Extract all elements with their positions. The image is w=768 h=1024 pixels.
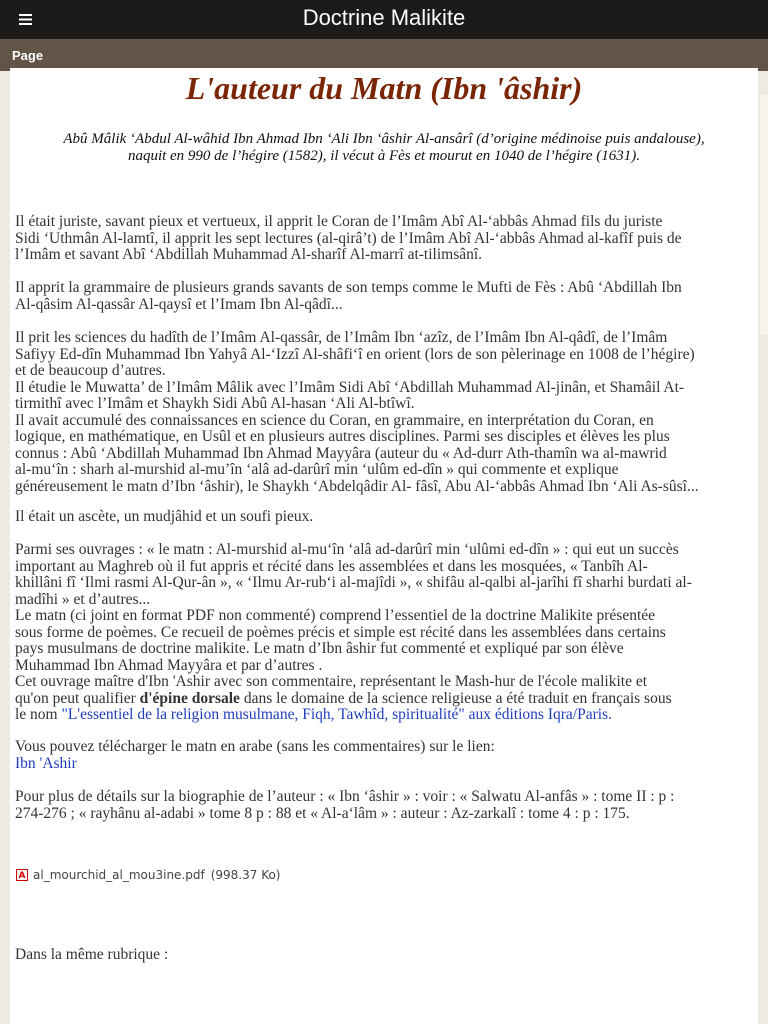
text-line: logique, en mathématique, en Usûl et en plusieurs autres disciplines. Parmi ses disciples et élèves les plus bbox=[15, 428, 670, 445]
text-line: pays musulmans de doctrine malikite. Le matn d’Ibn âshir fut commenté et expliqué par son élève bbox=[15, 640, 624, 657]
text-line: sous forme de poèmes. Ce recueil de poèmes précis et simple est récité dans les assemblées dans certains bbox=[15, 623, 666, 641]
text-line: Il était un ascète, un mudjâhid et un soufi pieux. bbox=[15, 508, 314, 525]
paragraph-4 bbox=[15, 509, 757, 526]
app-title: Doctrine Malikite bbox=[302, 5, 466, 30]
text-line: Cet ouvrage maître d'Ibn 'Ashir avec son commentaire, représentant le Mash-hur de l'école malikite et bbox=[15, 673, 648, 690]
sub-toolbar bbox=[0, 39, 768, 71]
text-line bbox=[15, 691, 757, 708]
text-line: Il étudie le Muwatta’ de l’Imâm Mâlik avec l’Imâm Sidi Abî ‘Abdillah Muhammad Al-jinân, et Shamâil At- bbox=[15, 378, 685, 396]
text-line: Sidi ‘Uthmân Al-lamtî, il apprit les sept lectures (al-qirâ’t) de l’Imâm Abî Al-‘abbâs Ahmad al-kafîf puis de bbox=[15, 229, 682, 247]
top-app-bar bbox=[0, 0, 768, 39]
attachment-size: (998.37 Ko) bbox=[210, 868, 281, 882]
bold-phrase: d'épine dorsale bbox=[139, 689, 240, 707]
paragraph-7 bbox=[15, 789, 757, 822]
article-content bbox=[10, 68, 758, 1024]
text-line: généreusement le matn d’Ibn ‘âshir), le Shaykh ‘Abdelqâdir Al- fâsî, Abu Al-‘abbâs Ahmad Ibn ‘Ali As-sûsî... bbox=[15, 477, 699, 495]
text-line: madîhi » et d’autres... bbox=[15, 590, 151, 608]
attachment-link[interactable]: al_mourchid_al_mou3ine.pdf bbox=[33, 868, 205, 882]
paragraph-2 bbox=[15, 280, 757, 313]
text-line: Le matn (ci joint en format PDF non commenté) comprend l’essentiel de la doctrine Malikite présentée bbox=[15, 607, 656, 624]
text-line: important au Maghreb où il fut appris et récité dans les assemblées et dans les mosquées, « Tanbîh Al- bbox=[15, 557, 648, 575]
text-line: 274-276 ; « rayhânu al-adabi » tome 8 p : 88 et « Al-a‘lâm » : auteur : Az-zarkalî : tome 4 : p : 175. bbox=[15, 804, 630, 822]
text-line: Il apprit la grammaire de plusieurs grands savants de son temps comme le Mufti de Fès : Abû ‘Abdillah Ibn bbox=[15, 279, 682, 296]
text-line: l’Imâm et savant Abî ‘Abdillah Muhammad Al-sharîf Al-marrî at-tilimsânî. bbox=[15, 246, 483, 263]
text-line: Muhammad Ibn Ahmad Mayyâra et par d’autres . bbox=[15, 656, 323, 674]
ibn-ashir-link[interactable]: Ibn 'Ashir bbox=[15, 754, 77, 772]
text-line: Al-qâsim Al-qassâr Al-qaysî et l’Imam Ibn Al-qâdî... bbox=[15, 295, 343, 313]
text-line bbox=[15, 707, 757, 724]
text-fragment: le nom bbox=[15, 706, 62, 723]
text-line: Vous pouvez télécharger le matn en arabe (sans les commentaires) sur le lien: bbox=[15, 738, 495, 755]
rubrique-heading: Dans la même rubrique : bbox=[15, 946, 169, 963]
text-line: al-mu‘în : sharh al-murshid al-mu’în ‘alâ ad-darûrî min ‘ulûm ed-dîn » qui commente et explique bbox=[15, 461, 619, 478]
right-sidebar-strip bbox=[760, 95, 768, 335]
text-fragment: dans le domaine de la science religieuse a été traduit en français sous bbox=[239, 689, 672, 707]
page-tab[interactable]: Page bbox=[12, 48, 44, 63]
attachment-row bbox=[16, 868, 280, 882]
article-intro bbox=[24, 131, 744, 164]
text-line: et de beaucoup d’autres. bbox=[15, 362, 166, 379]
text-line: Safiyy Ed-dîn Muhammad Ibn Yahyâ Al-‘Izzî Al-shâfi‘î en orient (lors de son pèlerinage en 1008 de l’hégire) bbox=[15, 345, 695, 363]
paragraph-6 bbox=[15, 739, 757, 772]
text-line: Parmi ses ouvrages : « le matn : Al-murshid al-mu‘în ‘alâ ad-darûrî min ‘ulûmi ed-dîn » : qui eut un succès bbox=[15, 541, 679, 558]
paragraph-5 bbox=[15, 542, 757, 724]
paragraph-3 bbox=[15, 330, 757, 495]
book-link[interactable]: "L'essentiel de la religion musulmane, Fiqh, Tawhîd, spiritualité" aux éditions Iqra/Paris. bbox=[61, 706, 612, 723]
text-line: Il était juriste, savant pieux et vertueux, il apprit le Coran de l’Imâm Abî Al-‘abbâs Ahmad fils du juriste bbox=[15, 213, 663, 230]
pdf-file-icon: A bbox=[16, 869, 28, 881]
text-fragment: qu'on peut qualifier bbox=[15, 689, 140, 707]
intro-line: Abû Mâlik ‘Abdul Al-wâhid Ibn Ahmad Ibn ‘Ali Ibn ‘âshir Al-ansârî (d’origine médinoise puis andalouse), bbox=[63, 131, 705, 147]
text-line: connus : Abû ‘Abdillah Muhammad Ibn Ahmad Mayyâra (auteur du « Ad-durr Ath-thamîn wa al-mawrid bbox=[15, 444, 667, 462]
text-line: Pour plus de détails sur la biographie de l’auteur : « Ibn ‘âshir » : voir : « Salwatu Al-anfâs » : tome II : p : bbox=[15, 788, 675, 805]
text-line: Il avait accumulé des connaissances en science du Coran, en grammaire, en interprétation du Coran, en bbox=[15, 411, 654, 429]
text-line: Il prit les sciences du hadîth de l’Imâm Al-qassâr, de l’Imâm Ibn ‘azîz, de l’Imâm Ibn Al-qâdî, de l’Imâm bbox=[15, 329, 668, 346]
paragraph-1 bbox=[15, 214, 757, 264]
intro-line: naquit en 990 de l’hégire (1582), il vécut à Fès et mourut en 1040 de l’hégire (1631). bbox=[127, 147, 641, 164]
article-title: L'auteur du Matn (Ibn 'âshir) bbox=[185, 70, 583, 106]
text-line: khillâni fî ‘Ilmi rasmi Al-Qur-ân », « ‘Ilmu Ar-rub‘i al-majîdi », « shifâu al-qalbi al-jarîhi fî sharhi burdati al- bbox=[15, 574, 692, 591]
text-line: tirmithî avec l’Imâm et Shaykh Sidi Abû Al-hasan ‘Ali Al-btîwî. bbox=[15, 395, 415, 412]
